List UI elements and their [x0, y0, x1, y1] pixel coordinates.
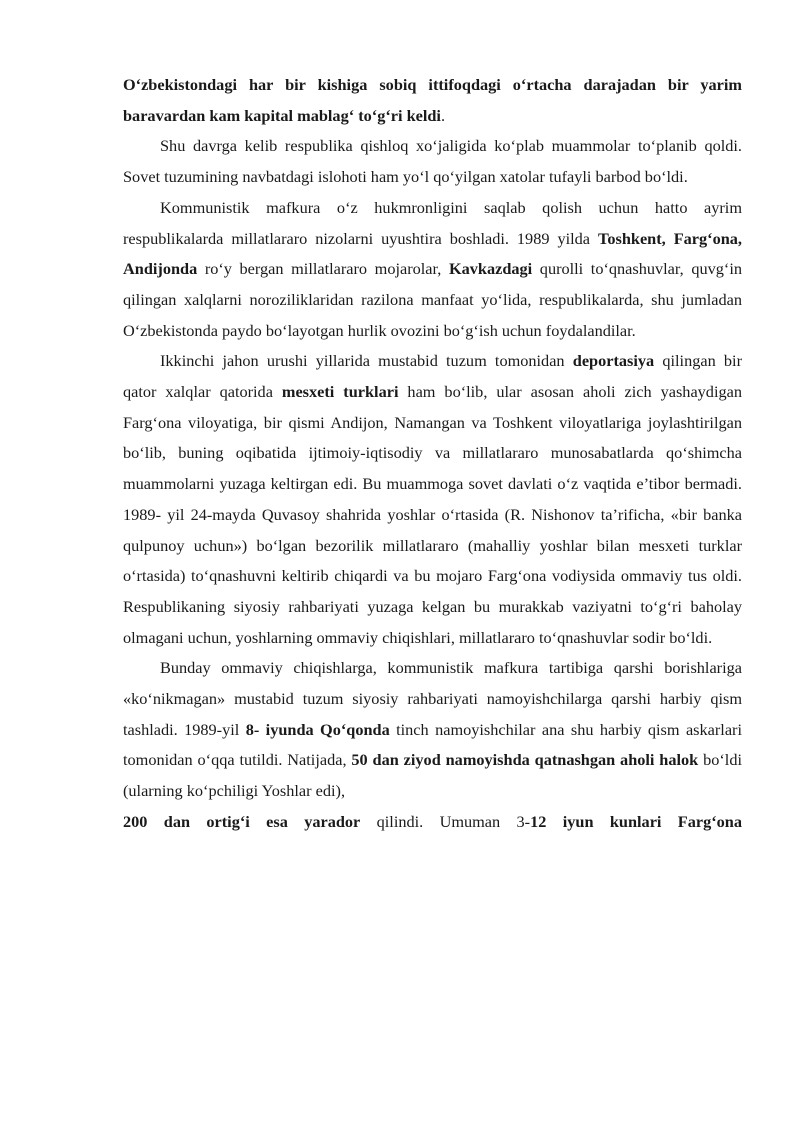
- body-text: qurolli to‘qnashuvlar, quvg‘in qilingan xalqlarni noroziliklaridan razilona manfaat yo‘lida, respublikalarda, shu jumladan O‘zbekistonda paydo bo‘layotgan hurlik ovozini bo‘g‘ish uchun foydalandilar.: [123, 259, 742, 340]
- document-page: [123, 70, 742, 838]
- bold-text: Kavkazdagi: [448, 259, 533, 279]
- bold-text: deportasiya: [572, 351, 655, 371]
- bold-text: mesxeti turklari: [281, 382, 399, 402]
- body-text: .: [440, 105, 446, 125]
- body-text: ro‘y bergan millatlararo mojarolar,: [197, 259, 449, 279]
- paragraph: [123, 346, 742, 653]
- paragraph: [123, 131, 742, 192]
- body-text: Ikkinchi jahon urushi yillarida mustabid tuzum tomonidan: [160, 351, 573, 371]
- body-text: Bunday ommaviy chiqishlarga, kommunistik mafkura tartibiga qarshi borishlariga «ko‘nikmagan» mustabid tuzum siyosiy rahbariyati namoyishchilarga qarshi harbiy qism tashladi. 1989-yil: [123, 658, 742, 739]
- bold-text: 12 iyun kunlari Farg‘ona: [530, 811, 743, 831]
- paragraph: [123, 807, 742, 838]
- bold-text: 50 dan ziyod namoyishda qatnashgan aholi halok: [351, 750, 699, 770]
- body-text: ham bo‘lib, ular asosan aholi zich yashaydigan Farg‘ona viloyatiga, bir qismi Andijon, Namangan va Toshkent viloyatlariga joylashtirilgan bo‘lib, buning oqibatida ijtimoiy-iqtisodiy va millatlararo munosabatlarda qo‘shimcha muammolarni yuzaga keltirgan edi. Bu muammoga sovet davlati o‘z vaqtida e’tibor bermadi. 1989- yil 24-mayda Quvasoy shahrida yoshlar o‘rtasida (R. Nishonov ta’rificha, «bir banka qulpunoy uchun») bo‘lgan bezorilik millatlararo (mahalliy yoshlar bilan mesxeti turklar o‘rtasida) to‘qnashuvni keltirib chiqardi va bu mojaro Farg‘ona vodiysida ommaviy tus oldi. Respublikaning siyosiy rahbariyati yuzaga kelgan bu murakkab vaziyatni to‘g‘ri baholay olmagani uchun, yoshlarning ommaviy chiqishlari, millatlararo to‘qnashuvlar sodir bo‘ldi.: [123, 382, 742, 647]
- body-text: Shu davrga kelib respublika qishloq xo‘jaligida ko‘plab muammolar to‘planib qoldi. Sovet tuzumining navbatdagi islohoti ham yo‘l qo‘yilgan xatolar tufayli barbod bo‘ldi.: [123, 136, 742, 187]
- body-text: qilindi. Umuman 3-: [360, 811, 531, 831]
- body-text: qilingan bir qator xalqlar qatorida: [123, 351, 743, 402]
- body-text: Kommunistik mafkura o‘z hukmronligini saqlab qolish uchun hatto ayrim respublikalarda millatlararo nizolarni uyushtira boshladi. 1989 yilda: [123, 197, 742, 248]
- bold-text: Toshkent, Farg‘ona, Andijonda: [123, 228, 742, 279]
- body-text: bo‘ldi (ularning ko‘pchiligi Yoshlar edi),: [123, 750, 742, 801]
- paragraph: [123, 193, 742, 347]
- bold-text: 8- iyunda Qo‘qonda: [245, 719, 390, 739]
- paragraph: [123, 70, 742, 131]
- paragraph: [123, 653, 742, 807]
- body-text: tinch namoyishchilar ana shu harbiy qism askarlari tomonidan o‘qqa tutildi. Natijada,: [123, 719, 742, 770]
- bold-text: O‘zbekistondagi har bir kishiga sobiq ittifoqdagi o‘rtacha darajadan bir yarim baravardan kam kapital mablag‘ to‘g‘ri keldi: [123, 75, 742, 125]
- bold-text: 200 dan ortig‘i esa yarador: [123, 811, 361, 831]
